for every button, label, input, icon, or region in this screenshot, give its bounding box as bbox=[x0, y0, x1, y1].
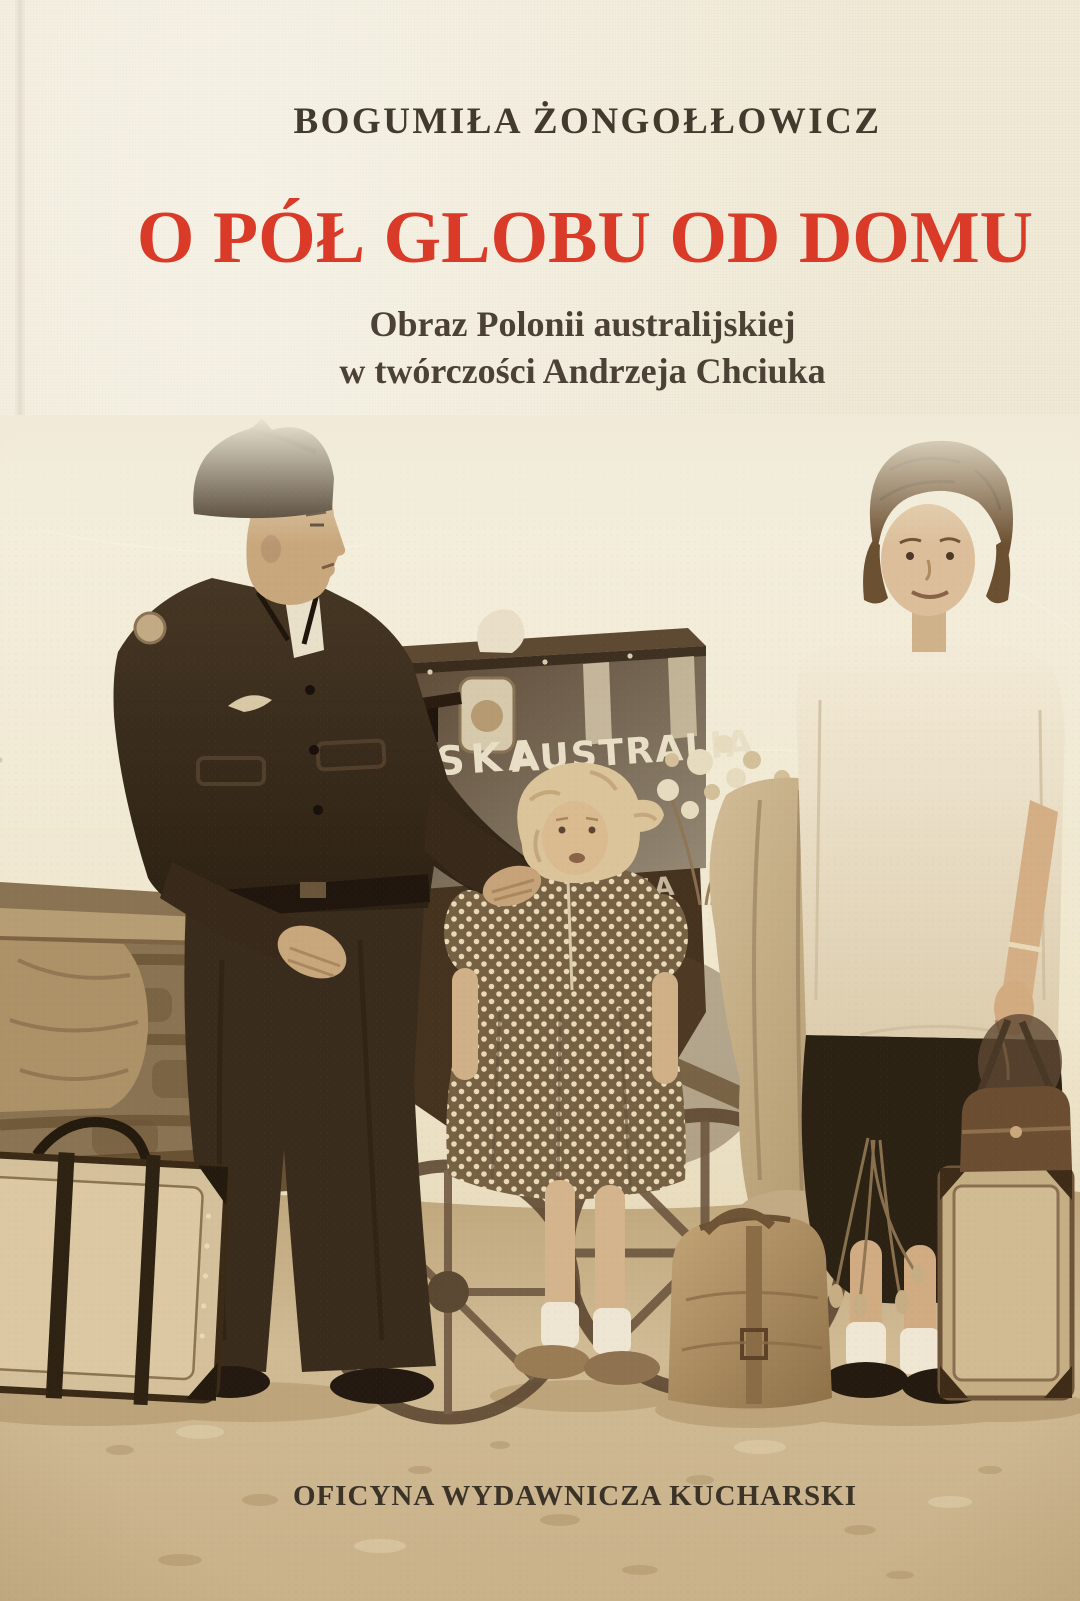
cover-photo-illustration bbox=[0, 415, 1080, 1601]
cover-photograph bbox=[0, 415, 1080, 1601]
photo-grain bbox=[0, 415, 1080, 1601]
photo-top-blend bbox=[0, 415, 1080, 545]
book-subtitle bbox=[0, 301, 1080, 395]
book-title: O PÓŁ GLOBU OD DOMU bbox=[136, 197, 1034, 279]
subtitle-line-1: Obraz Polonii australijskiej bbox=[369, 304, 796, 344]
publisher-name: OFICYNA WYDAWNICZA KUCHARSKI bbox=[292, 1480, 858, 1512]
author-name: BOGUMIŁA ŻONGOŁŁOWICZ bbox=[293, 101, 882, 142]
subtitle-line-2: w twórczości Andrzeja Chciuka bbox=[339, 350, 826, 391]
